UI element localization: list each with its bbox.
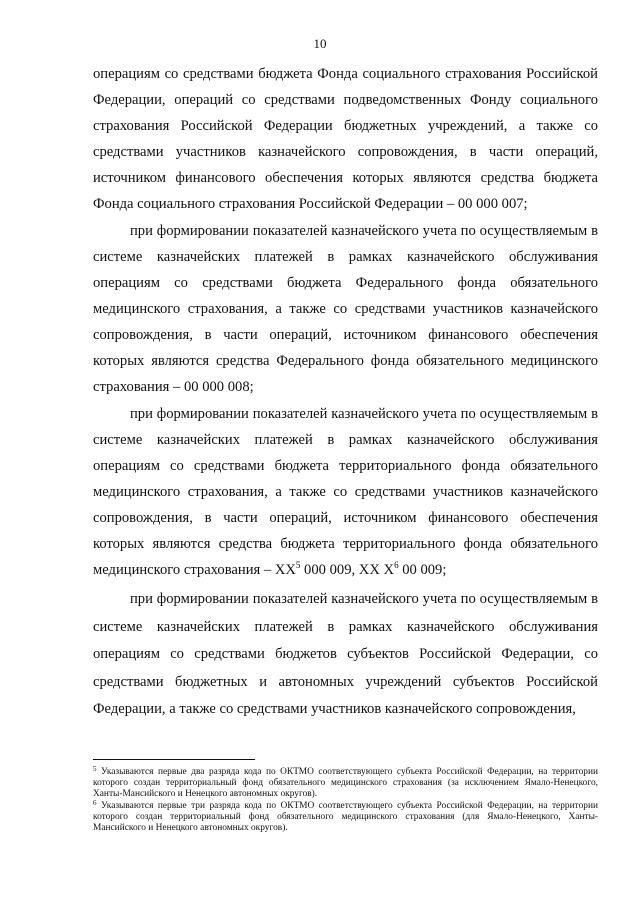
footnote-reference-5: 5 [295, 560, 301, 570]
footnote-6-mark: 6 [93, 798, 97, 807]
footnote-reference-6: 6 [394, 560, 399, 570]
footnote-6-text: Указываются первые три разряда кода по ОКТМО соответствующего субъекта Российской Федерации, на территории которого создан территориальный фонд обязательного медицинского страхования (для Ямало-Ненецкого, Ханты-Мансийского и Ненецкого автономных округов). [93, 800, 598, 834]
paragraph-3 [93, 401, 598, 583]
body-text [93, 61, 598, 724]
paragraph-2: при формировании показателей казначейского учета по осуществляемым в системе казначейских платежей в рамках казначейского обслуживания операциям со средствами бюджета Федерального фонда обязательного медицинского страхования, а также со средствами участников казначейского сопровождения, в части операций, источником финансового обеспечения которых являются средства Федерального фонда обязательного медицинского страхования – 00 000 008; [93, 223, 598, 395]
footnote-5 [93, 767, 598, 801]
paragraph-3-text-middle: 000 009, XX X [300, 562, 395, 578]
page-number: 10 [313, 36, 327, 51]
footnotes [93, 767, 598, 834]
footnote-6 [93, 798, 598, 835]
paragraph-4: при формировании показателей казначейского учета по осуществляемым в системе казначейских платежей в рамках казначейского обслуживания операциям со средствами бюджетов субъектов Российской Федерации, со средствами бюджетных и автономных учреждений субъектов Российской Федерации, а также со средствами участников казначейского сопровождения, [93, 591, 598, 717]
footnote-separator [93, 759, 255, 760]
footnote-5-mark: 5 [93, 765, 97, 773]
paragraph-3-text-after: 00 009; [398, 562, 447, 578]
paragraph-3-text-before: при формировании показателей казначейского учета по осуществляемым в системе казначейских платежей в рамках казначейского обслуживания операциям со средствами бюджета территориального фонда обязательного медицинского страхования, а также со средствами участников казначейского сопровождения, в части операций, источником финансового обеспечения которых являются средства бюджета территориального фонда обязательного медицинского страхования – XX [93, 406, 598, 578]
footnote-5-text: Указываются первые два разряда кода по ОКТМО соответствующего субъекта Российской Федерации, на территории которого создан территориальный фонд обязательного медицинского страхования (за исключением Ямало-Ненецкого, Ханты-Мансийского и Ненецкого автономных округов). [93, 767, 598, 800]
paragraph-1: операциям со средствами бюджета Фонда социального страхования Российской Федерации, операций со средствами подведомственных Фонду социального страхования Российской Федерации бюджетных учреждений, а также со средствами участников казначейского сопровождения, в части операций, источником финансового обеспечения которых являются средства бюджета Фонда социального страхования Российской Федерации – 00 000 007; [93, 66, 598, 212]
